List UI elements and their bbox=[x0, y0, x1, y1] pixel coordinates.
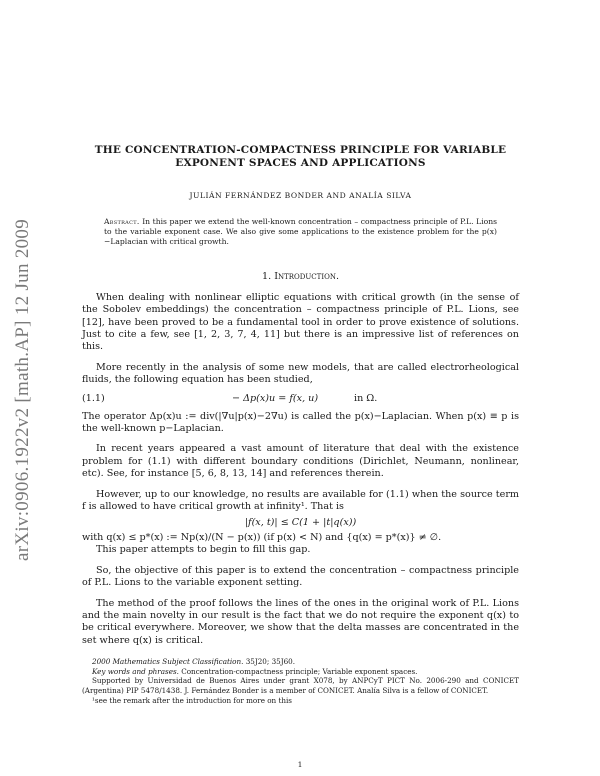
paragraph-5: However, up to our knowledge, no results are available for (1.1) when the source term f is allowed to have critical growth at infinity¹. That is bbox=[82, 488, 519, 513]
arxiv-identifier: arXiv:0906.1922v2 [math.AP] 12 Jun 2009 bbox=[12, 218, 33, 562]
footnote-1: ¹see the remark after the introduction for more on this bbox=[92, 695, 292, 705]
paragraph-7: This paper attempts to begin to fill this gap. bbox=[96, 544, 311, 556]
section-number: 1. bbox=[261, 271, 272, 283]
equation-number: (1.1) bbox=[82, 392, 105, 404]
paper-authors: JULIÁN FERNÁNDEZ BONDER AND ANALÍA SILVA bbox=[189, 191, 412, 200]
equation-growth: |f(x, t)| ≤ C(1 + |t|q(x)) bbox=[244, 516, 357, 528]
equation-domain: in Ω. bbox=[354, 392, 378, 404]
page-number: 1 bbox=[297, 760, 303, 769]
paper-page bbox=[82, 144, 519, 705]
paragraph-8: So, the objective of this paper is to extend the concentration – compactness principle of P.L. Lions to the variable exponent setting. bbox=[82, 564, 519, 589]
support-footnote: Supported by Universidad de Buenos Aires under grant X078, by ANPCyT PICT No. 2006-290 and CONICET (Argentina) PIP 5478/1438. J. Fernández Bonder is a member of CONICET. Analía Silva is a fellow of CONICET. bbox=[82, 676, 519, 695]
paper-title-line-2: EXPONENT SPACES AND APPLICATIONS bbox=[175, 157, 426, 169]
paragraph-1: When dealing with nonlinear elliptic equations with critical growth (in the sense of the Sobolev embeddings) the concentration – compactness principle of P.L. Lions, see [12], have been proved to be a fundamental tool in order to prove existence of solutions. Just to cite a few, see [1, 2, 3, 7, 4, 11] but there is an impressive list of references on this. bbox=[82, 291, 519, 353]
paragraph-4: In recent years appeared a vast amount of literature that deal with the existence problem for (1.1) with different boundary conditions (Dirichlet, Neumann, nonlinear, etc). See, for instance [5, 6, 8, 13, 14] and references therein. bbox=[82, 443, 519, 480]
section-heading bbox=[82, 271, 519, 283]
paper-title-line-1: THE CONCENTRATION-COMPACTNESS PRINCIPLE FOR VARIABLE bbox=[94, 144, 507, 156]
paragraph-3: The operator Δp(x)u := div(|∇u|p(x)−2∇u) is called the p(x)−Laplacian. When p(x) ≡ p is the well-known p−Laplacian. bbox=[82, 410, 519, 435]
keywords-text: Concentration-compactness principle; Variable exponent spaces. bbox=[181, 666, 418, 676]
paragraph-9: The method of the proof follows the lines of the ones in the original work of P.L. Lions and the main novelty in our result is the fact that we do not require the exponent q(x) to be critical everywhere. Moreover, we show that the delta masses are concentrated in the set where q(x) is critical. bbox=[82, 597, 519, 646]
keywords-footnote bbox=[82, 667, 519, 677]
msc-footnote bbox=[82, 657, 519, 667]
arxiv-sidebar bbox=[8, 180, 38, 600]
paragraph-2: More recently in the analysis of some new models, that are called electrorheological fluids, the following equation has been studied, bbox=[82, 361, 519, 386]
msc-label: 2000 Mathematics Subject Classification. bbox=[92, 657, 244, 667]
keywords-label: Key words and phrases. bbox=[92, 666, 179, 676]
abstract-text: In this paper we extend the well-known concentration – compactness principle of P.L. Lions to the variable exponent case. We also give some applications to the existence problem for the p(x)−Laplacian with critical growth. bbox=[104, 217, 497, 247]
equation-1-1 bbox=[82, 391, 519, 407]
abstract bbox=[104, 217, 497, 247]
section-title: Introduction. bbox=[274, 271, 340, 283]
paragraph-6: with q(x) ≤ p*(x) := Np(x)/(N − p(x)) (if p(x) < N) and {q(x) = p*(x)} ≠ ∅. bbox=[82, 531, 442, 543]
abstract-label: Abstract. bbox=[104, 217, 140, 227]
footnotes bbox=[82, 657, 519, 705]
equation-body: − Δp(x)u = f(x, u) bbox=[232, 392, 319, 404]
msc-codes: 35J20; 35J60. bbox=[245, 657, 296, 667]
